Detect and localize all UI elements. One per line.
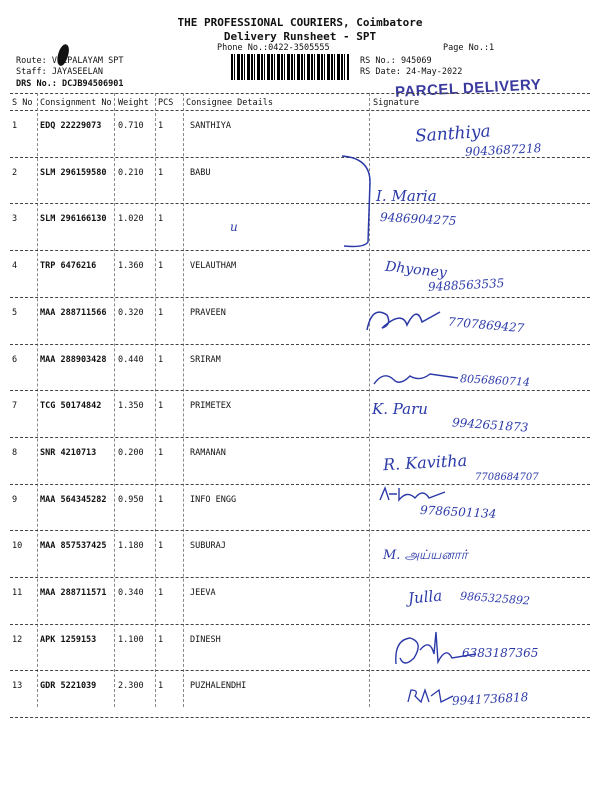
signature-7: K. Paru [372,400,428,418]
row-rule [10,203,590,204]
row-rule [10,344,590,345]
row-rule [10,624,590,625]
row-rule [10,297,590,298]
cell-sno: 10 [12,541,23,552]
signature-4: Dhyoney [384,258,448,282]
cell-consignment: APK 1259153 [40,634,97,645]
parcel-delivery-stamp: PARCEL DELIVERY [394,76,542,101]
signature-10: M. அய்யனார் [383,548,468,563]
row-rule [10,717,590,718]
table-top-rule [10,93,590,94]
cell-sno: 1 [12,121,18,131]
phone-11: 9865325892 [459,589,531,608]
cell-sno: 11 [12,588,23,598]
phone-number: Phone No.:0422-3505555 [217,43,330,53]
col-header-consignment: Consignment No [40,98,112,108]
phone-13: 9941736818 [451,690,529,708]
phone-9: 9786501134 [419,503,497,521]
cell-consignee: DINESH [190,634,221,645]
cell-pcs: 1 [158,494,164,505]
cell-pcs: 1 [158,401,164,412]
cell-consignee: SRIRAM [190,354,221,365]
signature-5 [362,300,442,340]
cell-weight: 0.200 [118,447,144,458]
col-header-pcs: PCS [158,98,174,108]
cell-weight: 1.020 [118,214,144,225]
cell-consignee: BABU [190,167,211,178]
col-header-signature: Signature [373,98,420,108]
cell-sno: 6 [12,354,18,365]
phone-1: 9043687218 [464,141,542,159]
phone-4: 9488563535 [427,276,505,294]
cell-pcs: 1 [158,307,164,318]
cell-pcs: 1 [158,167,164,178]
cell-sno: 8 [12,447,18,458]
cell-consignment: MAA 857537425 [40,541,107,552]
cell-weight: 0.340 [118,588,144,598]
cell-pcs: 1 [158,681,164,692]
cell-weight: 1.180 [118,541,144,552]
rs-number: RS No.: 945069 [360,56,432,66]
barcode [231,54,349,80]
cell-pcs: 1 [158,447,164,458]
row-rule [10,670,590,671]
cell-pcs: 1 [158,634,164,645]
cell-consignee: VELAUTHAM [190,261,237,272]
cell-consignment: SNR 4210713 [40,447,97,458]
route-label: Route: VILPALAYAM SPT [16,56,124,66]
phone-5: 7707869427 [447,314,525,336]
row-rule [10,577,590,578]
cell-sno: 5 [12,307,18,318]
cell-weight: 1.350 [118,401,144,412]
cell-weight: 0.950 [118,494,144,505]
cell-pcs: 1 [158,121,164,131]
page-number: Page No.:1 [443,43,495,53]
rs-date: RS Date: 24-May-2022 [360,67,463,77]
cell-sno: 9 [12,494,18,505]
cell-pcs: 1 [158,354,164,365]
signature-11: Julla [407,586,443,608]
cell-weight: 0.710 [118,121,144,131]
cell-sno: 7 [12,401,18,412]
phone-7: 9942651873 [451,415,529,435]
row-rule [10,250,590,251]
row-rule [10,157,590,158]
col-divider [37,93,38,707]
ditto-mark: u [230,220,238,234]
sheet-title: Delivery Runsheet - SPT [223,30,377,43]
signature-6 [370,366,460,390]
staff-label: Staff: JAYASEELAN [16,67,103,77]
cell-consignee: RAMANAN [190,447,226,458]
drs-number: DRS No.: DCJB94506901 [16,79,124,89]
header-rule [10,110,590,111]
cell-consignee: PRAVEEN [190,307,226,318]
cell-consignment: TCG 50174842 [40,401,102,412]
cell-consignee: SANTHIYA [190,121,231,131]
cell-consignment: MAA 288711566 [40,307,107,318]
signature-2-3: I. Maria [376,187,437,205]
cell-consignment: SLM 296159580 [40,167,107,178]
cell-consignment: EDQ 22229073 [40,121,102,131]
phone-2-3: 9486904275 [379,210,457,228]
cell-weight: 0.210 [118,167,144,178]
signature-8: R. Kavitha [382,450,468,475]
row-rule [10,530,590,531]
cell-sno: 2 [12,167,18,178]
signature-13 [405,686,455,706]
cell-consignee: SUBURAJ [190,541,226,552]
cell-consignee: INFO ENGG [190,494,237,505]
cell-consignee: JEEVA [190,588,216,598]
row-rule [10,390,590,391]
cell-pcs: 1 [158,214,164,225]
cell-consignee: PRIMETEX [190,401,231,412]
col-divider [155,93,156,707]
cell-consignment: GDR 5221039 [40,681,97,692]
cell-sno: 3 [12,214,18,225]
row-rule [10,437,590,438]
cell-pcs: 1 [158,541,164,552]
col-header-weight: Weight [118,98,149,108]
col-divider [183,93,184,707]
cell-weight: 1.360 [118,261,144,272]
row-rule [10,484,590,485]
cell-sno: 12 [12,634,23,645]
cell-consignment: MAA 288903428 [40,354,107,365]
cell-consignee: PUZHALENDHI [190,681,247,692]
cell-pcs: 1 [158,261,164,272]
col-header-sno: S No [12,98,33,108]
cell-sno: 13 [12,681,23,692]
signature-9 [377,484,447,506]
cell-weight: 1.100 [118,634,144,645]
phone-8: 7708684707 [475,472,539,483]
cell-pcs: 1 [158,588,164,598]
cell-consignment: MAA 564345282 [40,494,107,505]
bracket-mark [340,152,380,252]
cell-consignment: SLM 296166130 [40,214,107,225]
signature-1: Santhiya [414,121,492,147]
cell-weight: 0.440 [118,354,144,365]
cell-weight: 0.320 [118,307,144,318]
cell-consignment: TRP 6476216 [40,261,97,272]
cell-sno: 4 [12,261,18,272]
cell-weight: 2.300 [118,681,144,692]
col-divider [114,93,115,707]
company-name: THE PROFESSIONAL COURIERS, Coimbatore [177,16,423,29]
col-header-consignee: Consignee Details [186,98,273,108]
cell-consignment: MAA 288711571 [40,588,107,598]
phone-12: 6383187365 [462,646,539,660]
phone-6: 8056860714 [459,372,531,389]
